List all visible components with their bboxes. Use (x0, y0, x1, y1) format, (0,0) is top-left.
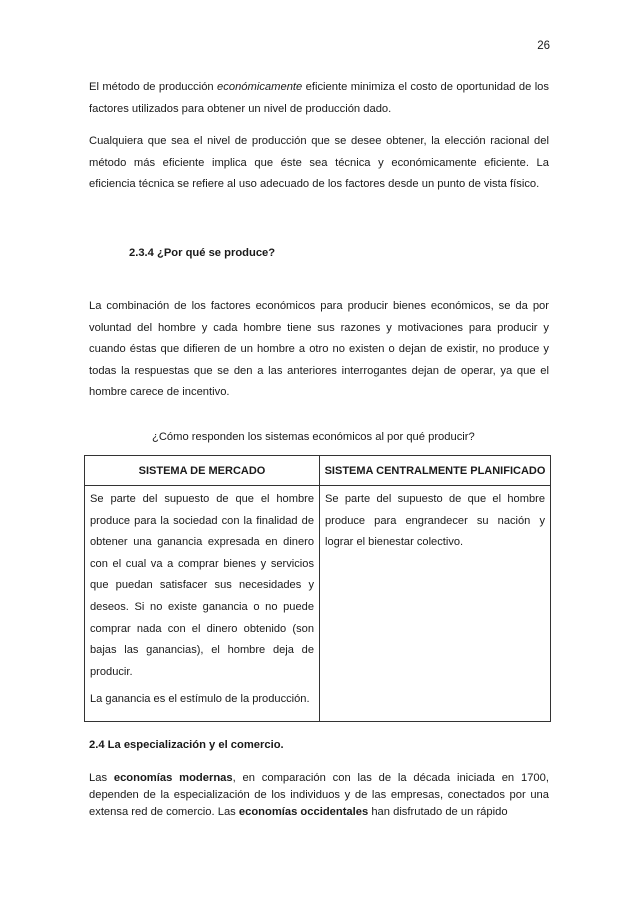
section-heading-2-3-4: 2.3.4 ¿Por qué se produce? (129, 247, 276, 259)
cell-planned-system (320, 486, 551, 722)
market-description: Se parte del supuesto de que el hombre produce para la sociedad con la finalidad de obtener una ganancia expresada en dinero con el cual va a comprar bienes y servicios que puedan satisfacer sus necesidades y deseos. Si no existe ganancia o no puede comprar nada con el dinero obtenido (son bajas las ganancias), el hombre deja de producir. (90, 493, 314, 678)
comparison-table (84, 455, 551, 722)
text: , en comparación con las de la década iniciada en 1700, dependen de la especialización de los individuos y de las empresas, conectados por una extensa red de comercio. Las (89, 772, 549, 818)
section-heading-2-4: 2.4 La especialización y el comercio. (89, 739, 284, 751)
paragraph-modern-economies (89, 770, 549, 821)
table-header-row (85, 456, 551, 486)
table-question: ¿Cómo responden los sistemas económicos al por qué producir? (152, 431, 475, 443)
planned-description: Se parte del supuesto de que el hombre produce para engrandecer su nación y lograr el bienestar colectivo. (325, 493, 545, 549)
bold-text: economías occidentales (238, 806, 369, 818)
italic-text: económicamente (217, 81, 303, 93)
text: han disfrutado de un rápido (368, 806, 508, 818)
paragraph-production-method (89, 77, 549, 120)
header-market-system: SISTEMA DE MERCADO (85, 456, 320, 486)
bold-text: economías modernas (113, 772, 233, 784)
text: Las (89, 772, 114, 784)
text: eficiente minimiza el costo de oportunidad de los factores utilizados para obtener un nivel de producción dado. (89, 81, 549, 115)
paragraph-motivation: La combinación de los factores económicos para producir bienes económicos, se da por voluntad del hombre y cada hombre tiene sus razones y motivaciones para producir y cuando éstas que difieren de un hombre a otro no existen o dejan de existir, no produce y todas la respuestas que se den a las anteriores interrogantes dejan de operar, ya que el hombre carece de incentivo. (89, 300, 549, 399)
cell-market-system (85, 486, 320, 722)
table-row (85, 486, 551, 722)
market-profit-note: La ganancia es el estímulo de la producción. (90, 693, 310, 706)
text: El método de producción (89, 81, 218, 93)
page-number: 26 (537, 40, 550, 52)
header-planned-system: SISTEMA CENTRALMENTE PLANIFICADO (320, 456, 551, 486)
paragraph-rational-choice: Cualquiera que sea el nivel de producción que se desee obtener, la elección racional del método más eficiente implica que éste sea técnica y económicamente eficiente. La eficiencia técnica se refiere al uso adecuado de los factores desde un punto de vista físico. (89, 135, 549, 191)
